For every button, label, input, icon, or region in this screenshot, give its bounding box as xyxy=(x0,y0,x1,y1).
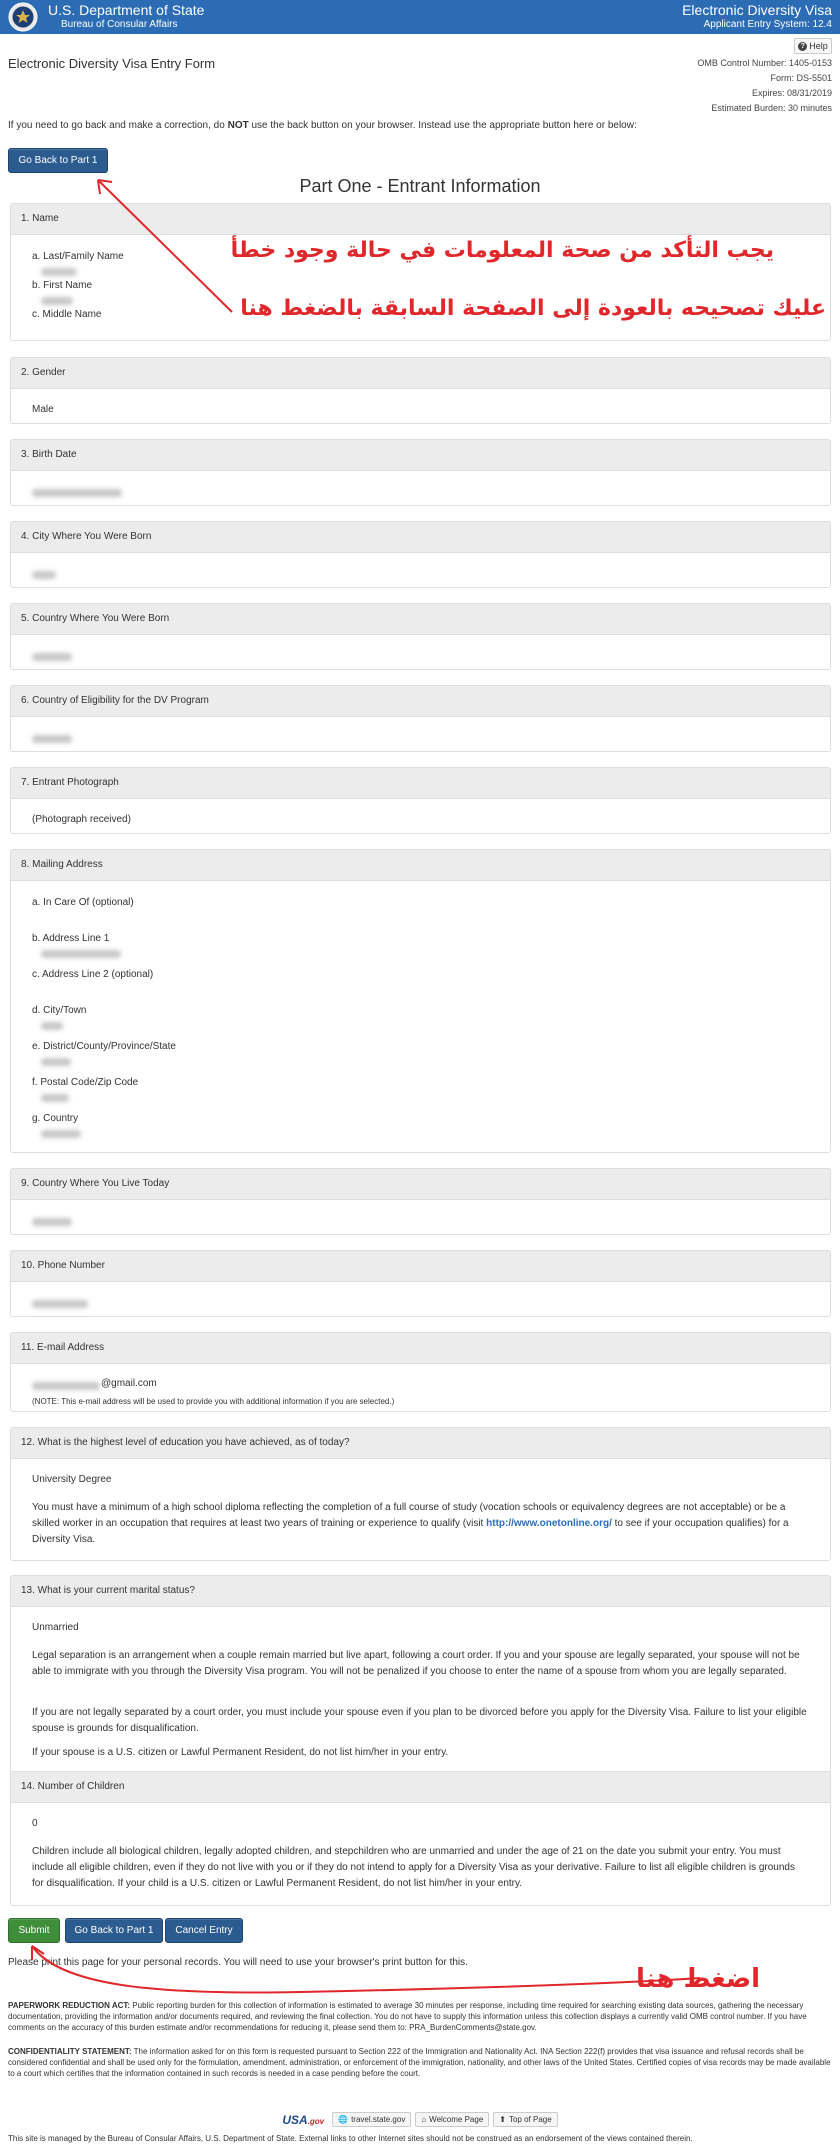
redacted-value xyxy=(32,1300,88,1308)
redacted-value xyxy=(41,268,77,276)
redacted-value xyxy=(41,1058,71,1066)
expiration-date: Expires: 08/31/2019 xyxy=(751,88,832,98)
redacted-value xyxy=(41,1094,69,1102)
section-marital-status xyxy=(10,1575,831,1793)
arrow-to-submit-button xyxy=(32,1946,700,1992)
children-count: 0 xyxy=(32,1818,38,1829)
site-managed-notice: This site is managed by the Bureau of Consular Affairs, U.S. Department of State. External links to other Internet sites should not be construed as an endorsement of the views contained therein. xyxy=(8,2134,693,2143)
section-phone-number xyxy=(10,1250,831,1317)
instructions: If you need to go back and make a correction, do NOT use the back button on your browser. Instead use the appropriate button here or below: xyxy=(8,120,637,131)
go-back-part1-button-top[interactable]: Go Back to Part 1 xyxy=(8,148,108,173)
section-education xyxy=(10,1427,831,1561)
section-title: 8. Mailing Address xyxy=(11,850,830,881)
section-title: 5. Country Where You Were Born xyxy=(11,604,830,635)
annotation-check-info: يجب التأكد من صحة المعلومات في حالة وجود خطأ xyxy=(230,238,774,263)
section-title: 3. Birth Date xyxy=(11,440,830,471)
paperwork-reduction-act: PAPERWORK REDUCTION ACT: Public reporting burden for this collection of information is estimated to average 30 minutes per response, including time required for searching existing data sources, gathering the necessary documentation, providing the information and/or documents required, and reviewing the final collection. You do not have to supply this information unless this collection displays a currently valid OMB control number. If you have comments on the accuracy of this burden estimate and/or recommendations for reducing it, please send them to: PRA_BurdenComments@state.gov. xyxy=(8,2001,807,2032)
section-title: 1. Name xyxy=(11,204,830,235)
redacted-value xyxy=(32,1218,72,1226)
last-name-label: a. Last/Family Name xyxy=(32,251,124,262)
question-circle-icon: ? xyxy=(798,42,807,51)
section-title: 11. E-mail Address xyxy=(11,1333,830,1364)
redacted-value xyxy=(41,950,121,958)
cancel-entry-button[interactable]: Cancel Entry xyxy=(165,1918,243,1943)
state-department-seal-icon xyxy=(8,2,38,32)
section-title: 9. Country Where You Live Today xyxy=(11,1169,830,1200)
onet-link[interactable]: http://www.onetonline.org/ xyxy=(486,1518,612,1529)
photograph-status: (Photograph received) xyxy=(32,814,131,825)
spouse-requirement-text: If you are not legally separated by a court order, you must include your spouse even if you plan to be divorced before you apply for the Diversity Visa. Failure to list your eligible spouse is grounds for disqualification. xyxy=(32,1707,807,1734)
care-of-label: a. In Care Of (optional) xyxy=(32,897,134,908)
education-value: University Degree xyxy=(32,1474,112,1485)
section-current-country xyxy=(10,1168,831,1235)
section-title: 10. Phone Number xyxy=(11,1251,830,1282)
spouse-citizen-text: If your spouse is a U.S. citizen or Lawful Permanent Resident, do not list him/her in your entry. xyxy=(32,1747,449,1758)
section-title: 2. Gender xyxy=(11,358,830,389)
welcome-page-link[interactable]: ⌂ Welcome Page xyxy=(415,2112,489,2127)
globe-icon: 🌐 xyxy=(338,2115,349,2124)
section-title: 14. Number of Children xyxy=(11,1772,830,1803)
home-icon: ⌂ xyxy=(421,2115,427,2124)
app-title: Electronic Diversity Visa xyxy=(682,2,832,18)
legal-separation-text: Legal separation is an arrangement when a couple remain married but live apart, following a court order. If you and your spouse are legally separated, your spouse will not be able to immigrate with you through the Diversity Visa program. You will not be penalized if you choose to enter the name of a spouse from whom you are legally separated. xyxy=(32,1650,800,1677)
section-title: 4. City Where You Were Born xyxy=(11,522,830,553)
app-version: Applicant Entry System: 12.4 xyxy=(703,19,832,30)
email-domain: @gmail.com xyxy=(101,1378,157,1389)
city-label: d. City/Town xyxy=(32,1005,87,1016)
gender-value: Male xyxy=(32,404,54,415)
arrow-up-icon: ⬆ xyxy=(499,2115,506,2124)
bureau-name: Bureau of Consular Affairs xyxy=(61,19,178,30)
top-of-page-link[interactable]: ⬆ Top of Page xyxy=(493,2112,557,2127)
children-requirement-text: Children include all biological children, legally adopted children, and stepchildren who are unmarried and under the age of 21 on the date you submit your entry. You must include all eligible children, even if they do not live with you or if they do not intend to apply for a Diversity Visa as your derivative. Failure to list all eligible children is grounds for disqualification. If your child is a U.S. citizen or Lawful Permanent Resident, do not list him/her in your entry. xyxy=(32,1846,795,1889)
postal-code-label: f. Postal Code/Zip Code xyxy=(32,1077,139,1088)
email-note: (NOTE: This e-mail address will be used to provide you with additional information if you are selected.) xyxy=(32,1397,395,1406)
print-note: Please print this page for your personal records. You will need to use your browser's print button for this. xyxy=(8,1957,468,1968)
omb-control-number: OMB Control Number: 1405-0153 xyxy=(697,58,832,68)
header-bar xyxy=(0,0,840,34)
marital-value: Unmarried xyxy=(32,1622,79,1633)
section-birth-date xyxy=(10,439,831,506)
address-line2-label: c. Address Line 2 (optional) xyxy=(32,969,154,980)
section-birth-city xyxy=(10,521,831,588)
redacted-value xyxy=(32,571,56,579)
travel-state-gov-link[interactable]: 🌐 travel.state.gov xyxy=(332,2112,411,2127)
form-title: Electronic Diversity Visa Entry Form xyxy=(8,56,216,71)
go-back-part1-button-bottom[interactable]: Go Back to Part 1 xyxy=(65,1918,163,1943)
agency-name: U.S. Department of State xyxy=(48,2,205,18)
redacted-value xyxy=(32,489,122,497)
footer-links xyxy=(0,2112,840,2127)
redacted-value xyxy=(32,653,72,661)
redacted-value xyxy=(41,297,73,305)
section-mailing-address xyxy=(10,849,831,1153)
middle-name-label: c. Middle Name xyxy=(32,309,102,320)
confidentiality-statement: CONFIDENTIALITY STATEMENT: The information asked for on this form is requested pursuant to Section 222 of the Immigration and Nationality Act. INA Section 222(f) provides that visa issuance and refusal records shall be considered confidential and shall be used only for the formulation, amendment, administration, or enforcement of the immigration, nationality, and other laws of the United States. Certified copies of visa records may be made available to a court which certifies that the information contained in such records is needed in a case pending before the court. xyxy=(8,2047,831,2078)
section-birth-country xyxy=(10,603,831,670)
usagov-logo[interactable]: USA.gov xyxy=(282,2112,325,2127)
first-name-label: b. First Name xyxy=(32,280,93,291)
help-button[interactable] xyxy=(794,38,832,54)
district-label: e. District/County/Province/State xyxy=(32,1041,176,1052)
redacted-value xyxy=(32,735,72,743)
section-eligibility-country xyxy=(10,685,831,752)
education-requirement-text: You must have a minimum of a high school diploma reflecting the completion of a full course of study (vocation schools or equivalency degrees are not acceptable) or be a skilled worker in an occupation that requires at least two years of training or experience to qualify (visit http://www.onetonline.org/ to see if your occupation qualifies) for a Diversity Visa. xyxy=(32,1502,789,1545)
section-email xyxy=(10,1332,831,1412)
section-title: 7. Entrant Photograph xyxy=(11,768,830,799)
redacted-value xyxy=(41,1022,63,1030)
annotation-go-back-instruction: عليك تصحيحه بالعودة إلى الصفحة السابقة بالضغط هنا xyxy=(240,296,826,321)
address-line1-label: b. Address Line 1 xyxy=(32,933,110,944)
section-title: 13. What is your current marital status? xyxy=(11,1576,830,1607)
annotation-press-here: اضغط هنا xyxy=(635,1964,760,1994)
help-label: Help xyxy=(809,41,828,51)
section-gender xyxy=(10,357,831,424)
section-children xyxy=(10,1771,831,1906)
section-title: 12. What is the highest level of education you have achieved, as of today? xyxy=(11,1428,830,1459)
redacted-value xyxy=(32,1382,100,1390)
country-label: g. Country xyxy=(32,1113,79,1124)
section-photograph xyxy=(10,767,831,834)
estimated-burden: Estimated Burden: 30 minutes xyxy=(711,103,832,113)
section-title: 6. Country of Eligibility for the DV Program xyxy=(11,686,830,717)
redacted-value xyxy=(41,1130,81,1138)
form-number: Form: DS-5501 xyxy=(770,73,832,83)
part-title: Part One - Entrant Information xyxy=(299,176,541,196)
submit-button[interactable]: Submit xyxy=(8,1918,60,1943)
